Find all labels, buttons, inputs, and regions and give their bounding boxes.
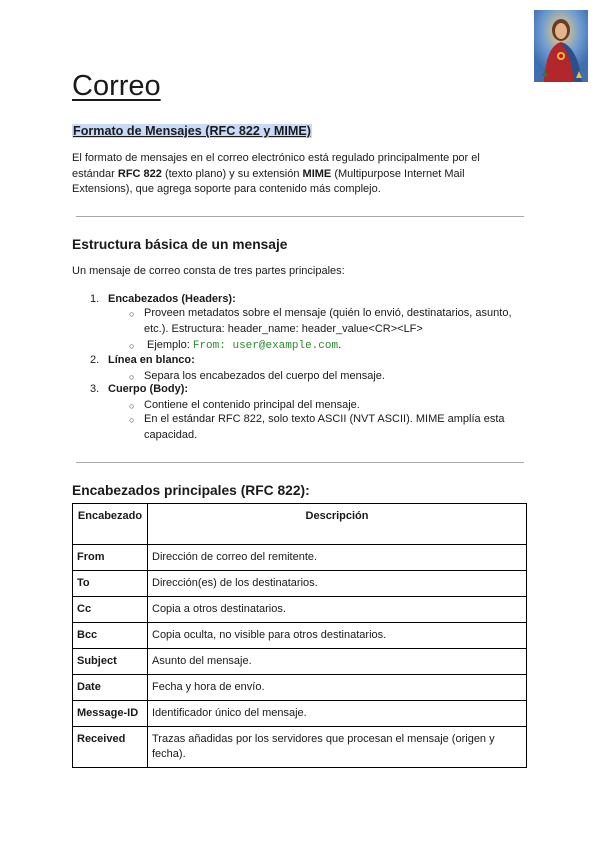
intro-mime: MIME [302,167,332,180]
bullet-icon: ○ [129,309,135,319]
column-header: Encabezado [73,504,148,545]
list-bullet-text: Proveen metadatos sobre el mensaje (quién lo envió, destinatarios, asunto, etc.). Estructura: header_name: header_value<CR><LF> [144,307,512,335]
structure-lead: Un mensaje de correo consta de tres partes principales: [72,265,345,277]
header-name: To [73,571,148,597]
list-item-label: Encabezados (Headers): [108,293,236,305]
header-name: Bcc [73,623,148,649]
table-row [73,675,527,701]
header-description: Copia oculta, no visible para otros destinatarios. [148,623,527,649]
bullet-icon: ○ [129,415,135,425]
header-description: Asunto del mensaje. [148,649,527,675]
list-number: 3. [90,383,100,395]
bullet-icon: ○ [129,341,135,351]
page-title: Correo [72,70,161,102]
headers-table [72,503,527,768]
divider [76,462,524,463]
portrait-icon [534,10,588,82]
intro-rfc: RFC 822 [117,167,162,180]
sacred-heart-image [534,10,588,82]
intro-text: (texto plano) y su extensión [161,167,303,180]
header-description: Dirección de correo del remitente. [148,545,527,571]
list-number: 1. [90,293,100,305]
header-name: Date [73,675,148,701]
list-bullet-text: Contiene el contenido principal del mensaje. [144,399,360,411]
example-code: From: user@example.com [192,340,339,352]
intro-text: (Multipurpose Internet Mail Extensions), que agrega soporte para contenido más complejo. [72,167,465,195]
header-name: Message-ID [73,701,148,727]
header-description: Dirección(es) de los destinatarios. [148,571,527,597]
list-bullet-text: En el estándar RFC 822, solo texto ASCII (NVT ASCII). MIME amplía esta capacidad. [144,413,505,441]
bullet-icon: ○ [129,372,135,382]
table-heading: Encabezados principales (RFC 822): [72,483,310,498]
header-name: Received [73,727,148,768]
list-number: 2. [90,354,100,366]
header-description: Fecha y hora de envío. [148,675,527,701]
intro-paragraph [72,151,522,198]
structure-heading: Estructura básica de un mensaje [72,237,288,252]
example-prefix: Ejemplo: [147,339,193,351]
table-row [73,649,527,675]
header-name: From [73,545,148,571]
header-description: Copia a otros destinatarios. [148,597,527,623]
header-name: Subject [73,649,148,675]
column-header: Descripción [148,504,527,545]
list-bullet-text: Separa los encabezados del cuerpo del mensaje. [144,370,385,382]
example-suffix: . [338,339,342,351]
intro-text: El formato de mensajes en el correo electrónico está regulado principalmente por el estándar [72,152,480,180]
table-header-row [73,504,527,545]
table-row [73,727,527,768]
table-row [73,597,527,623]
bullet-icon: ○ [129,401,135,411]
header-description: Trazas añadidas por los servidores que procesan el mensaje (origen y fecha). [148,727,527,768]
table-row [73,623,527,649]
header-description: Identificador único del mensaje. [148,701,527,727]
list-item-label: Cuerpo (Body): [108,383,189,395]
example-line [147,338,522,355]
list-item-label: Línea en blanco: [108,354,195,366]
section-subtitle: Formato de Mensajes (RFC 822 y MIME) [73,124,311,138]
table-row [73,545,527,571]
divider [76,216,524,217]
table-row [73,571,527,597]
header-name: Cc [73,597,148,623]
table-row [73,701,527,727]
